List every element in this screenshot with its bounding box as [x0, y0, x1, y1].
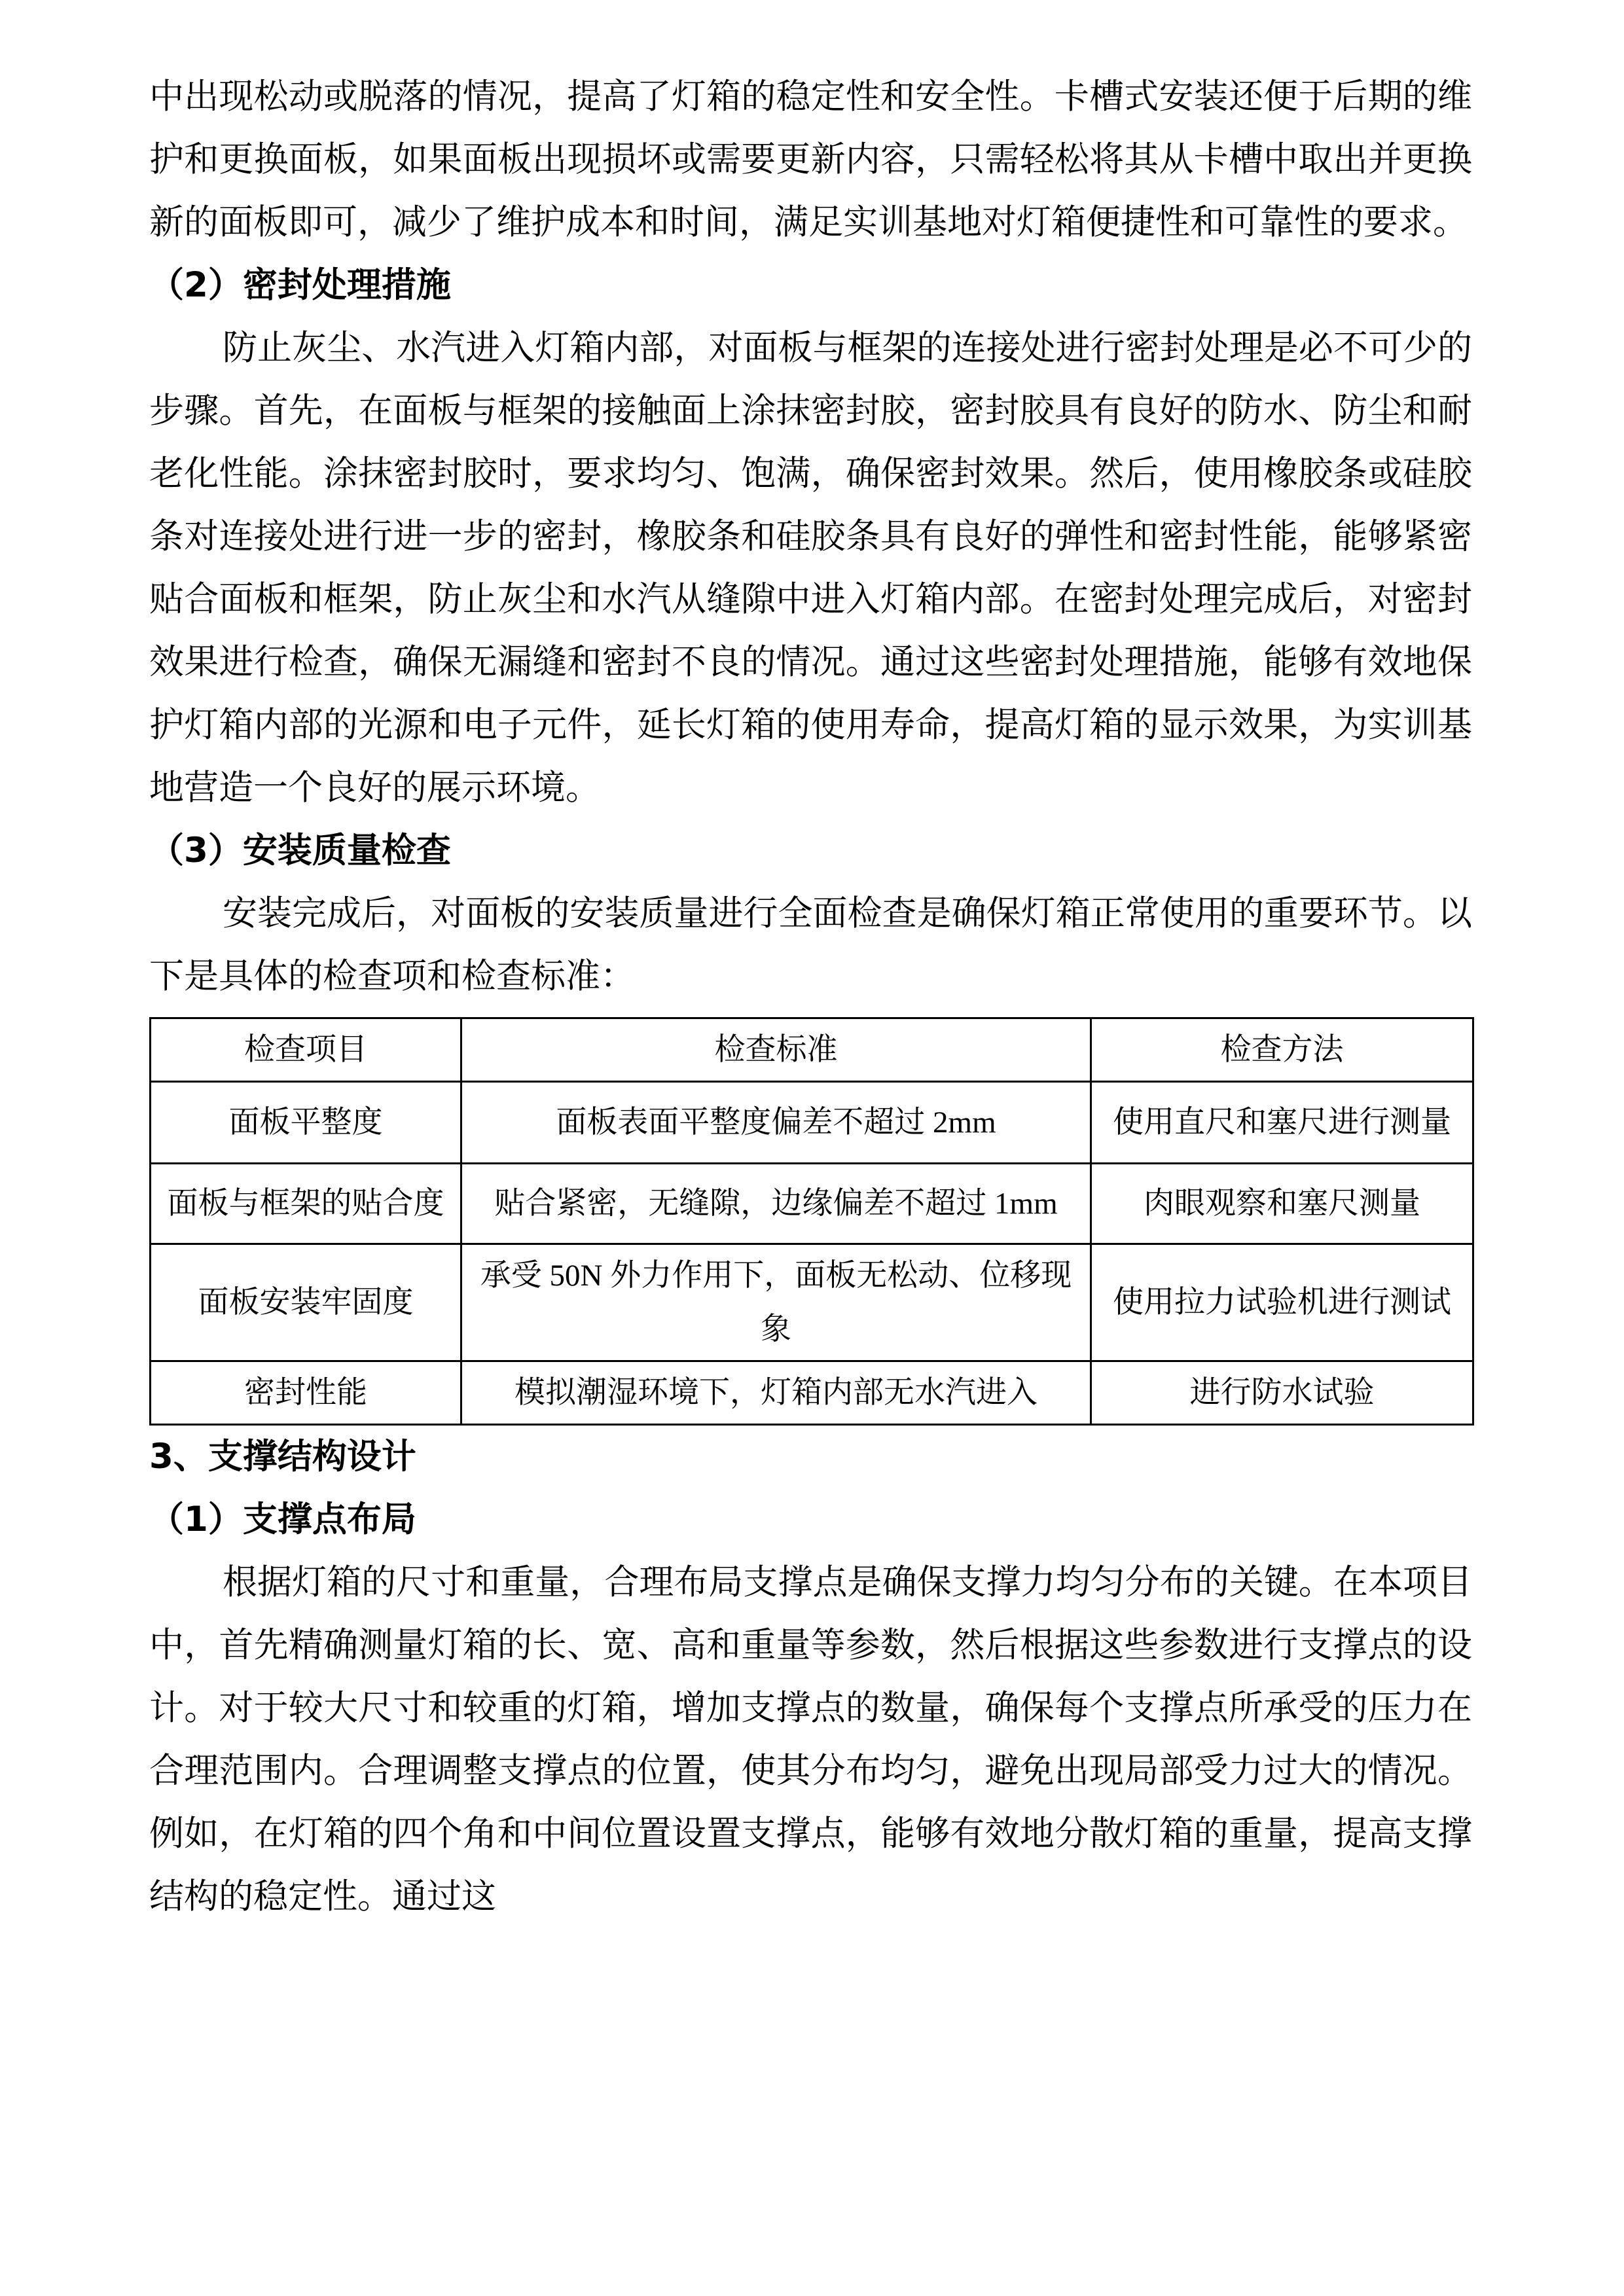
table-cell-standard: 模拟潮湿环境下，灯箱内部无水汽进入: [461, 1361, 1091, 1425]
table-cell-item: 面板与框架的贴合度: [151, 1164, 461, 1244]
table-row: [151, 1244, 1473, 1361]
table-cell-item: 面板平整度: [151, 1082, 461, 1164]
table-header-cell-standard: 检查标准: [461, 1018, 1091, 1082]
table-header-row: [151, 1018, 1473, 1082]
paragraph-quality-check: 安装完成后，对面板的安装质量进行全面检查是确保灯箱正常使用的重要环节。以下是具体的检查项和检查标准：: [149, 895, 1472, 996]
paragraph-support-point-layout: 根据灯箱的尺寸和重量，合理布局支撑点是确保支撑力均匀分布的关键。在本项目中，首先精确测量灯箱的长、宽、高和重量等参数，然后根据这些参数进行支撑点的设计。对于较大尺寸和较重的灯箱，增加支撑点的数量，确保每个支撑点所承受的压力在合理范围内。合理调整支撑点的位置，使其分布均匀，避免出现局部受力过大的情况。例如，在灯箱的四个角和中间位置设置支撑点，能够有效地分散灯箱的重量，提高支撑结构的稳定性。通过这: [149, 1564, 1472, 1916]
table-row: [151, 1082, 1473, 1164]
heading-support-point-layout: （1）支撑点布局: [149, 1499, 416, 1539]
heading-support-structure-design: 3、支撑结构设计: [149, 1437, 416, 1477]
table-row: [151, 1361, 1473, 1425]
table-cell-method: 进行防水试验: [1091, 1361, 1473, 1425]
table-header-cell-method: 检查方法: [1091, 1018, 1473, 1082]
heading-installation-quality-check: （3）安装质量检查: [149, 831, 451, 870]
table-header-cell-item: 检查项目: [151, 1018, 461, 1082]
table-cell-standard: 承受 50N 外力作用下，面板无松动、位移现象: [461, 1244, 1091, 1361]
table-cell-standard: 面板表面平整度偏差不超过 2mm: [461, 1082, 1091, 1164]
inspection-criteria-table: [149, 1017, 1474, 1426]
heading-sealing-measures: （2）密封处理措施: [149, 265, 451, 305]
paragraph-intro-continued: 中出现松动或脱落的情况，提高了灯箱的稳定性和安全性。卡槽式安装还便于后期的维护和更换面板，如果面板出现损坏或需要更新内容，只需轻松将其从卡槽中取出并更换新的面板即可，减少了维护成本和时间，满足实训基地对灯箱便捷性和可靠性的要求。: [149, 78, 1472, 242]
table-cell-method: 肉眼观察和塞尺测量: [1091, 1164, 1473, 1244]
table-cell-standard: 贴合紧密，无缝隙，边缘偏差不超过 1mm: [461, 1164, 1091, 1244]
table-cell-item: 面板安装牢固度: [151, 1244, 461, 1361]
page-content: [149, 65, 1472, 1928]
table-cell-method: 使用拉力试验机进行测试: [1091, 1244, 1473, 1361]
table-row: [151, 1164, 1473, 1244]
table-cell-method: 使用直尺和塞尺进行测量: [1091, 1082, 1473, 1164]
paragraph-sealing-measures: 防止灰尘、水汽进入灯箱内部，对面板与框架的连接处进行密封处理是必不可少的步骤。首先，在面板与框架的接触面上涂抹密封胶，密封胶具有良好的防水、防尘和耐老化性能。涂抹密封胶时，要求均匀、饱满，确保密封效果。然后，使用橡胶条或硅胶条对连接处进行进一步的密封，橡胶条和硅胶条具有良好的弹性和密封性能，能够紧密贴合面板和框架，防止灰尘和水汽从缝隙中进入灯箱内部。在密封处理完成后，对密封效果进行检查，确保无漏缝和密封不良的情况。通过这些密封处理措施，能够有效地保护灯箱内部的光源和电子元件，延长灯箱的使用寿命，提高灯箱的显示效果，为实训基地营造一个良好的展示环境。: [149, 329, 1472, 807]
table-cell-item: 密封性能: [151, 1361, 461, 1425]
